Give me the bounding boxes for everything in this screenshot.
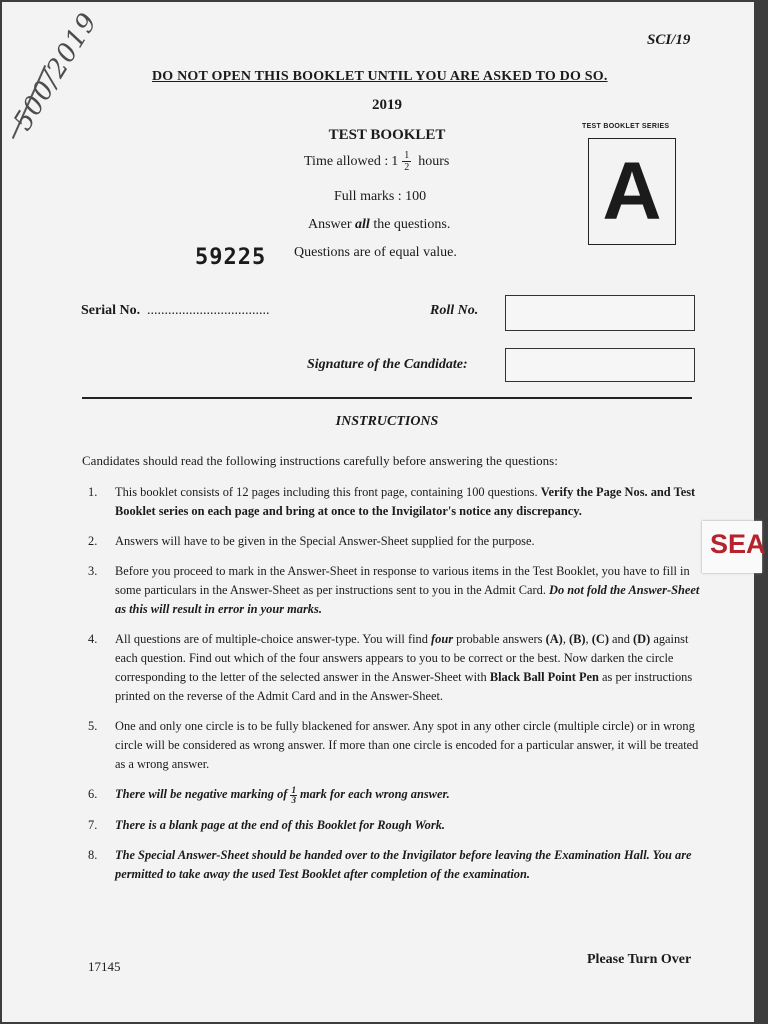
instruction-text <box>115 483 700 521</box>
instruction-number: 8. <box>88 847 98 862</box>
serial-label: Serial No. <box>81 303 141 318</box>
full-marks: Full marks : 100 <box>334 189 427 204</box>
fraction-den: 3 <box>291 794 296 805</box>
handwritten-note: 500/2019 <box>8 7 104 136</box>
divider <box>82 397 692 399</box>
time-allowed <box>304 150 449 173</box>
option-letter: (D) <box>633 632 651 646</box>
time-fraction <box>402 150 411 173</box>
instruction-text-part: and <box>608 632 634 646</box>
instruction-text-part: as per instructions printed on the reverse of the Admit Card and in the Answer-Sheet. <box>115 670 693 703</box>
instruction-item <box>88 785 700 805</box>
instruction-item <box>88 483 700 521</box>
instruction-item <box>88 562 700 619</box>
signature-box[interactable] <box>505 348 695 382</box>
instruction-number: 4. <box>88 632 98 646</box>
time-fraction-num: 1 <box>404 150 410 161</box>
instruction-number: 5. <box>88 719 98 733</box>
instructions-intro: Candidates should read the following instructions carefully before answering the questions: <box>82 453 558 468</box>
option-letter: (B) <box>569 632 586 646</box>
instruction-number: 7. <box>88 817 98 832</box>
roll-number-box[interactable] <box>505 295 695 331</box>
instruction-text-part: against each question. Find out which of the four answers appears to you to be correct or the best. Now darken the circle corresponding to the letter of the selected answer in the Answer-Sheet with <box>115 632 689 684</box>
instruction-text: One and only one circle is to be fully blackened for answer. Any spot in any other circle (multiple circle) or in wrong circle will be considered as wrong answer. If more than one circle is encoded for a particular answer, it will be treated as a wrong answer. <box>115 719 699 771</box>
instruction-number: 6. <box>88 787 98 801</box>
instruction-item <box>88 630 700 706</box>
equal-value-note: Questions are of equal value. <box>294 245 457 260</box>
serial-field[interactable]: ................................... <box>147 303 270 318</box>
exam-year: 2019 <box>372 97 402 113</box>
instruction-emphasis: four <box>431 632 454 646</box>
answer-all-note <box>308 217 450 233</box>
series-letter: A <box>602 145 662 237</box>
instruction-list <box>88 483 700 895</box>
answer-emphasis: all <box>355 217 370 232</box>
roll-label: Roll No. <box>430 303 479 318</box>
instruction-text <box>115 785 700 805</box>
booklet-number: 59225 <box>195 245 267 270</box>
instruction-text: Answers will have to be given in the Special Answer-Sheet supplied for the purpose. <box>115 534 535 548</box>
page-code: 17145 <box>88 959 121 974</box>
series-label: TEST BOOKLET SERIES <box>582 123 670 130</box>
series-box <box>588 138 676 245</box>
instruction-text-part: This booklet consists of 12 pages including this front page, containing 100 questions. <box>115 485 541 499</box>
instruction-text-part: There will be negative marking of <box>115 787 288 801</box>
answer-suffix: the questions. <box>373 217 451 232</box>
answer-prefix: Answer <box>308 217 352 232</box>
instruction-text <box>115 562 700 619</box>
instruction-item <box>88 532 700 551</box>
option-letter: (A) <box>545 632 563 646</box>
signature-label: Signature of the Candidate: <box>307 357 468 372</box>
instruction-emphasis: Verify the Page Nos. and Test Booklet series on each page and bring at once to the Invigilator's notice any discrepancy. <box>115 485 696 518</box>
instruction-text-part: probable answers <box>453 632 546 646</box>
document-code: SCI/19 <box>647 32 691 48</box>
instruction-text-part: All questions are of multiple-choice answer-type. You will find <box>115 632 431 646</box>
instruction-item <box>88 846 700 884</box>
instruction-emphasis: Do not fold the Answer-Sheet as this will result in error in your marks. <box>115 583 700 616</box>
instruction-text: The Special Answer-Sheet should be handed over to the Invigilator before leaving the Examination Hall. You are permitted to take away the used Test Booklet after completion of the examination. <box>115 847 692 881</box>
instruction-item <box>88 717 700 774</box>
sticker-text: SEA <box>710 529 766 559</box>
fraction-num: 1 <box>291 784 296 795</box>
booklet-page <box>2 2 766 1022</box>
instruction-item <box>88 816 700 835</box>
instruction-text-part: Before you proceed to mark in the Answer-Sheet in response to various items in the Test Booklet, you have to fill in some particulars in the Answer-Sheet as per instructions sent to you in the Admit Card. <box>115 564 690 597</box>
instruction-text <box>115 630 700 706</box>
instruction-number: 3. <box>88 564 98 578</box>
instruction-text-part: , <box>585 632 592 646</box>
negative-mark-fraction <box>290 786 297 805</box>
instruction-text-part: , <box>562 632 570 646</box>
booklet-title: TEST BOOKLET <box>328 127 446 143</box>
turn-over-note: Please Turn Over <box>587 952 692 967</box>
option-letter: (C) <box>591 632 609 646</box>
instruction-number: 1. <box>88 485 98 499</box>
time-whole: 1 <box>391 153 399 169</box>
instruction-number: 2. <box>88 534 98 548</box>
warning-notice: DO NOT OPEN THIS BOOKLET UNTIL YOU ARE ASKED TO DO SO. <box>152 69 608 84</box>
instruction-text: There is a blank page at the end of this Booklet for Rough Work. <box>115 817 445 832</box>
instruction-emphasis: Black Ball Point Pen <box>489 670 599 684</box>
instructions-heading: INSTRUCTIONS <box>335 414 439 429</box>
time-unit: hours <box>418 153 450 169</box>
time-allowed-label: Time allowed : <box>304 153 389 169</box>
instruction-text-part: mark for each wrong answer. <box>299 787 450 801</box>
time-fraction-den: 2 <box>404 162 410 173</box>
